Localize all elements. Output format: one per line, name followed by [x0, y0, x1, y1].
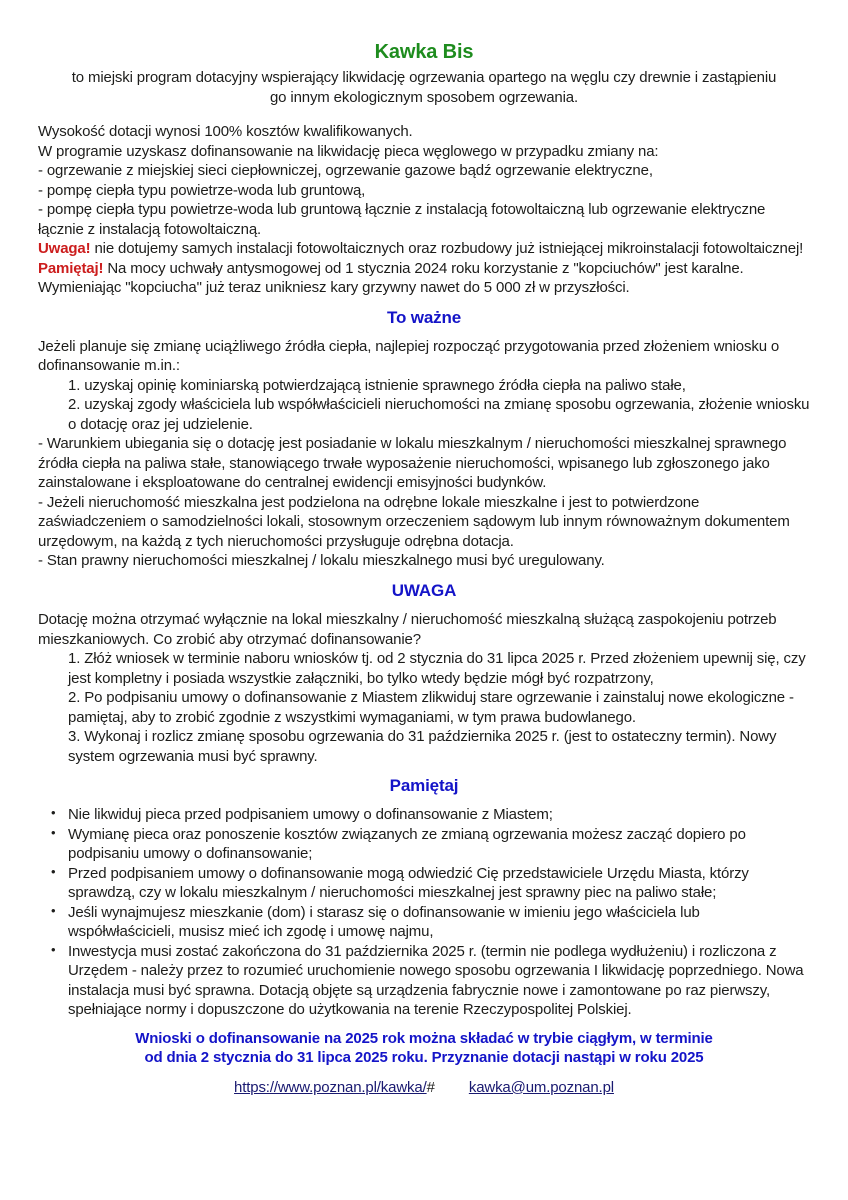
list-item: • Nie likwiduj pieca przed podpisaniem umowy o dofinansowanie z Miastem; — [68, 805, 810, 825]
alert-uwaga-text: nie dotujemy samych instalacji fotowoltaicznych oraz rozbudowy już istniejącej mikroinstalacji fotowoltaicznej! — [90, 240, 804, 257]
alert-pamietaj-text: Na mocy uchwały antysmogowej od 1 stycznia 2024 roku korzystanie z "kopciuchów" jest karalne. Wymieniając "kopciucha" już teraz unikniesz kary grzywny nawet do 5 000 zł w przyszłości. — [38, 259, 744, 296]
uwaga-intro: Dotację można otrzymać wyłącznie na lokal mieszkalny / nieruchomość mieszkalną służącą zaspokojeniu potrzeb mieszkaniowych. Co zrobić aby otrzymać dofinansowanie? — [38, 611, 777, 648]
list-item: • Przed podpisaniem umowy o dofinansowanie mogą odwiedzić Cię przedstawiciele Urzędu Miasta, którzy sprawdzą, czy w lokalu mieszkalnym / nieruchomości mieszkalnej jest sprawny piec na paliwo stałe; — [68, 864, 810, 903]
wazne-dash-2: - Jeżeli nieruchomość mieszkalna jest podzielona na odrębne lokale mieszkalne i jest to potwierdzone zaświadczeniem o samodzielności lokali, stosownym orzeczeniem sądowym lub innym równoważnym dokumentem urzędowym, na każdą z tych nieruchomości przysługuje odrębna dotacja. — [38, 493, 790, 550]
wazne-item-1: 1. uzyskaj opinię kominiarską potwierdzającą istnienie sprawnego źródła ciepła na paliwo stałe, — [68, 376, 686, 394]
alert-pamietaj — [38, 259, 810, 298]
footer-notice-line-2: od dnia 2 stycznia do 31 lipca 2025 roku. Przyznanie dotacji nastąpi w roku 2025 — [144, 1049, 704, 1067]
page-title: Kawka Bis — [374, 41, 474, 63]
uwaga-step-1: 1. Złóż wniosek w terminie naboru wniosków tj. od 2 stycznia do 31 lipca 2025 r. Przed złożeniem upewnij się, czy jest kompletny i posiada wszystkie załączniki, bo tylko wtedy będzie mógł być rozpatrzony, — [68, 650, 806, 687]
wazne-intro: Jeżeli planuje się zmianę uciążliwego źródła ciepła, najlepiej rozpocząć przygotowania przed złożeniem wniosku o dofinansowanie m.in.: — [38, 337, 780, 375]
section-to-wazne — [38, 337, 810, 571]
email-link[interactable]: kawka@um.poznan.pl — [468, 1078, 614, 1096]
wazne-dash-1: - Warunkiem ubiegania się o dotację jest posiadanie w lokalu mieszkalnym / nieruchomości mieszkalnej sprawnego źródła ciepła na paliwa stałe, stanowiącego trwałe wyposażenie nieruchomości, wpisanego lub zgłoszonego jako zainstalowane i eksploatowane do centralnej ewidencji emisyjności budynków. — [38, 435, 787, 492]
alert-uwaga-prefix: Uwaga! — [38, 240, 91, 257]
wazne-item-2: 2. uzyskaj zgody właściciela lub współwłaścicieli nieruchomości na zmianę sposobu ogrzewania, złożenie wniosku o dotację oraz jej udzielenie. — [68, 396, 810, 433]
pamietaj-bullet-list — [38, 805, 810, 1020]
intro-line-3: - ogrzewanie z miejskiej sieci ciepłowniczej, ogrzewanie gazowe bądź ogrzewanie elektryczne, — [38, 162, 653, 179]
wazne-numbered-list — [38, 376, 810, 435]
section-uwaga — [38, 610, 810, 766]
uwaga-step-2: 2. Po podpisaniu umowy o dofinansowanie z Miastem zlikwiduj stare ogrzewanie i zainstaluj nowe ekologiczne - pamiętaj, aby to zrobić zgodnie z wszystkimi wymaganiami, w tym prawa budowlanego. — [68, 689, 794, 726]
hash-suffix: # — [426, 1078, 435, 1096]
list-item: • Inwestycja musi zostać zakończona do 31 października 2025 r. (termin nie podlega wydłużeniu) i rozliczona z Urzędem - należy przez to rozumieć uruchomienie nowego sposobu ogrzewania I likwidację poprzedniego. Nowa instalacja musi być sprawna. Dotacją objęte są urządzenia fabrycznie nowe i zamontowane po raz pierwszy, spełniające normy i dopuszczone do użytkowania na terenie Rzeczypospolitej Polskiej. — [68, 942, 810, 1020]
footer-notice — [38, 1029, 810, 1068]
intro-block — [38, 122, 810, 298]
section-heading-to-wazne: To ważne — [386, 307, 462, 327]
list-item: • Wymianę pieca oraz ponoszenie kosztów związanych ze zmianą ogrzewania możesz zacząć dopiero po podpisaniu umowy o dofinansowanie; — [68, 825, 810, 864]
section-heading-pamietaj: Pamiętaj — [389, 776, 459, 795]
alert-pamietaj-prefix: Pamiętaj! — [38, 259, 104, 277]
footer-notice-line-1: Wnioski o dofinansowanie na 2025 rok można składać w trybie ciągłym, w terminie — [135, 1029, 713, 1047]
section-heading-uwaga: UWAGA — [391, 580, 457, 600]
intro-line-4: - pompę ciepła typu powietrze-woda lub gruntową, — [38, 181, 366, 199]
uwaga-step-3: 3. Wykonaj i rozlicz zmianę sposobu ogrzewania do 31 października 2025 r. (jest to ostateczny termin). Nowy system ogrzewania musi być sprawny. — [68, 728, 777, 765]
uwaga-numbered-list — [38, 649, 810, 766]
intro-line-2: W programie uzyskasz dofinansowanie na likwidację pieca węglowego w przypadku zmiany na: — [38, 142, 659, 160]
alert-uwaga — [38, 239, 810, 259]
list-item: • Jeśli wynajmujesz mieszkanie (dom) i starasz się o dofinansowanie w imieniu jego właściciela lub współwłaścicieli, musisz mieć ich zgodę i umowę najmu, — [68, 903, 810, 942]
page-subtitle: to miejski program dotacyjny wspierający likwidację ogrzewania opartego na węglu czy drewnie i zastąpieniu go innym ekologicznym sposobem ogrzewania. — [71, 69, 777, 106]
wazne-dash-3: - Stan prawny nieruchomości mieszkalnej / lokalu mieszkalnego musi być uregulowany. — [38, 552, 605, 570]
intro-line-5: - pompę ciepła typu powietrze-woda lub gruntową łącznie z instalacją fotowoltaiczną lub ogrzewanie elektryczne łącznie z instalacją fotowoltaiczną. — [38, 201, 766, 238]
footer-links — [38, 1078, 810, 1098]
website-link[interactable]: https://www.poznan.pl/kawka/ — [234, 1078, 427, 1096]
intro-line-1: Wysokość dotacji wynosi 100% kosztów kwalifikowanych. — [38, 123, 413, 140]
